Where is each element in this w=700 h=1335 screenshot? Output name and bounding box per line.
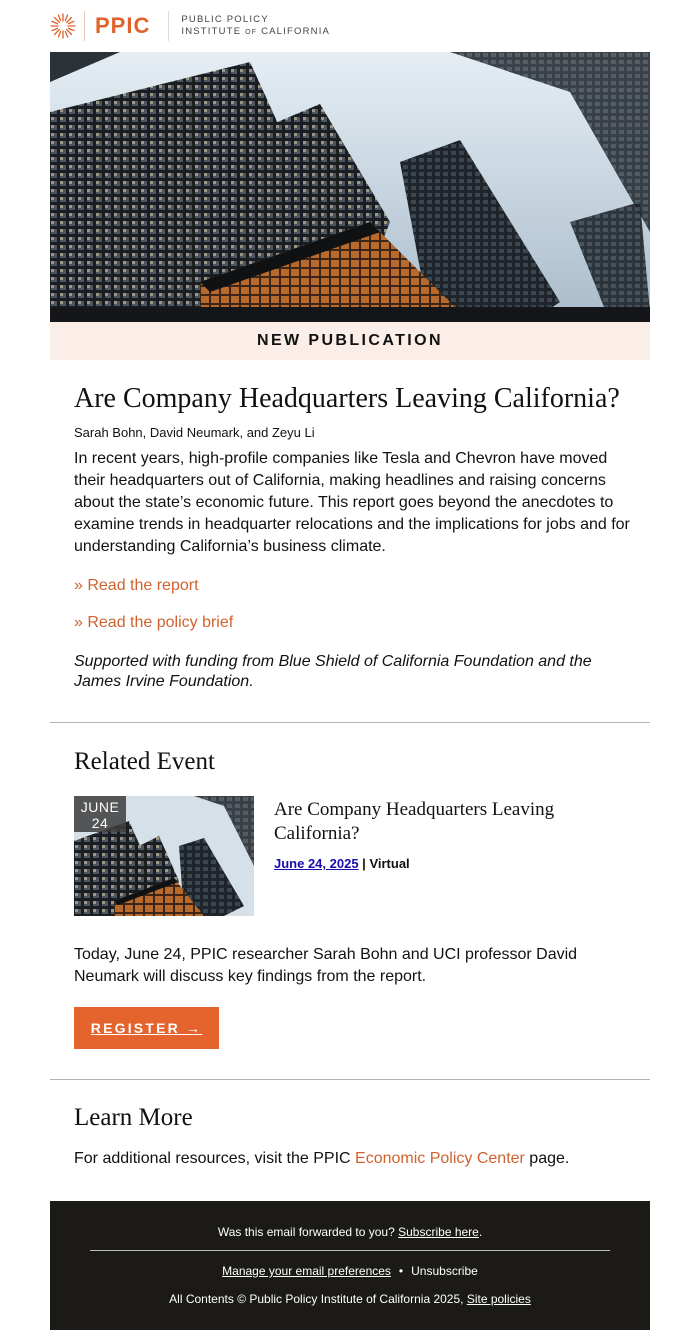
learn-more-prefix: For additional resources, visit the PPIC	[74, 1150, 356, 1167]
learn-more-text	[74, 1150, 569, 1168]
footer-divider	[90, 1250, 610, 1251]
publication-description: In recent years, high-profile companies like Tesla and Chevron have moved their headquarters out of California, making headlines and raising concerns about the state’s economic future. This report goes beyond the anecdotes to examine trends in headquarter relocations and the implications for jobs and for understanding California’s business climate.	[74, 450, 630, 555]
learn-more-heading: Learn More	[74, 1104, 193, 1131]
event-meta	[274, 856, 410, 871]
logo-divider	[168, 11, 169, 41]
site-policies-link[interactable]: Site policies	[466, 1292, 531, 1306]
event-description: Today, June 24, PPIC researcher Sarah Bohn and UCI professor David Neumark will discuss key findings from the report.	[74, 946, 578, 985]
banner-label: NEW PUBLICATION	[257, 332, 443, 349]
subscribe-link[interactable]: Subscribe here	[398, 1225, 479, 1239]
copyright-text: All Contents © Public Policy Institute of California 2025,	[169, 1292, 467, 1306]
org-name-institute: INSTITUTE	[181, 25, 242, 37]
forwarded-line	[50, 1225, 650, 1239]
publication-authors: Sarah Bohn, David Neumark, and Zeyu Li	[74, 425, 315, 440]
badge-month: JUNE	[80, 799, 120, 815]
related-event-heading: Related Event	[74, 748, 215, 775]
org-name-line1: PUBLIC POLICY	[181, 13, 269, 25]
preferences-line	[50, 1264, 650, 1278]
org-name-of: OF	[245, 28, 258, 36]
event-format: Virtual	[369, 856, 410, 871]
event-title[interactable]: Are Company Headquarters Leaving California?	[274, 799, 555, 844]
org-name-line2	[181, 26, 330, 39]
badge-day: 24	[91, 815, 109, 831]
skyscrapers-illustration	[50, 52, 650, 322]
funding-note: Supported with funding from Blue Shield of California Foundation and the James Irvine Foundation.	[74, 653, 592, 690]
ppic-logo-text[interactable]: PPIC	[95, 13, 151, 38]
read-report-link[interactable]: » Read the report	[74, 577, 199, 594]
copyright-line	[50, 1292, 650, 1306]
email-footer	[50, 1201, 650, 1330]
register-button[interactable]: REGISTER →	[74, 1007, 219, 1049]
event-date-badge	[74, 796, 126, 832]
read-policy-brief-link[interactable]: » Read the policy brief	[74, 614, 234, 631]
footer-bullet: •	[398, 1264, 404, 1278]
section-divider	[50, 1079, 650, 1080]
economic-policy-center-link[interactable]: Economic Policy Center	[355, 1150, 525, 1167]
org-name-california: CALIFORNIA	[261, 25, 331, 37]
org-name	[181, 14, 330, 39]
hero-image[interactable]	[50, 52, 650, 322]
logo-divider	[84, 11, 85, 41]
forwarded-text: Was this email forwarded to you?	[217, 1225, 399, 1239]
email-header	[50, 0, 650, 52]
section-divider	[50, 722, 650, 723]
manage-preferences-link[interactable]: Manage your email preferences	[222, 1264, 391, 1278]
unsubscribe-link[interactable]: Unsubscribe	[411, 1264, 478, 1278]
forwarded-period: .	[478, 1225, 483, 1239]
learn-more-suffix: page.	[524, 1150, 570, 1167]
event-date-link[interactable]: June 24, 2025	[274, 856, 359, 871]
ppic-sunburst-icon	[50, 13, 76, 39]
event-thumbnail[interactable]	[74, 796, 254, 916]
event-meta-separator: |	[358, 856, 370, 871]
publication-title[interactable]: Are Company Headquarters Leaving California?	[74, 383, 620, 414]
new-publication-banner	[50, 322, 650, 360]
